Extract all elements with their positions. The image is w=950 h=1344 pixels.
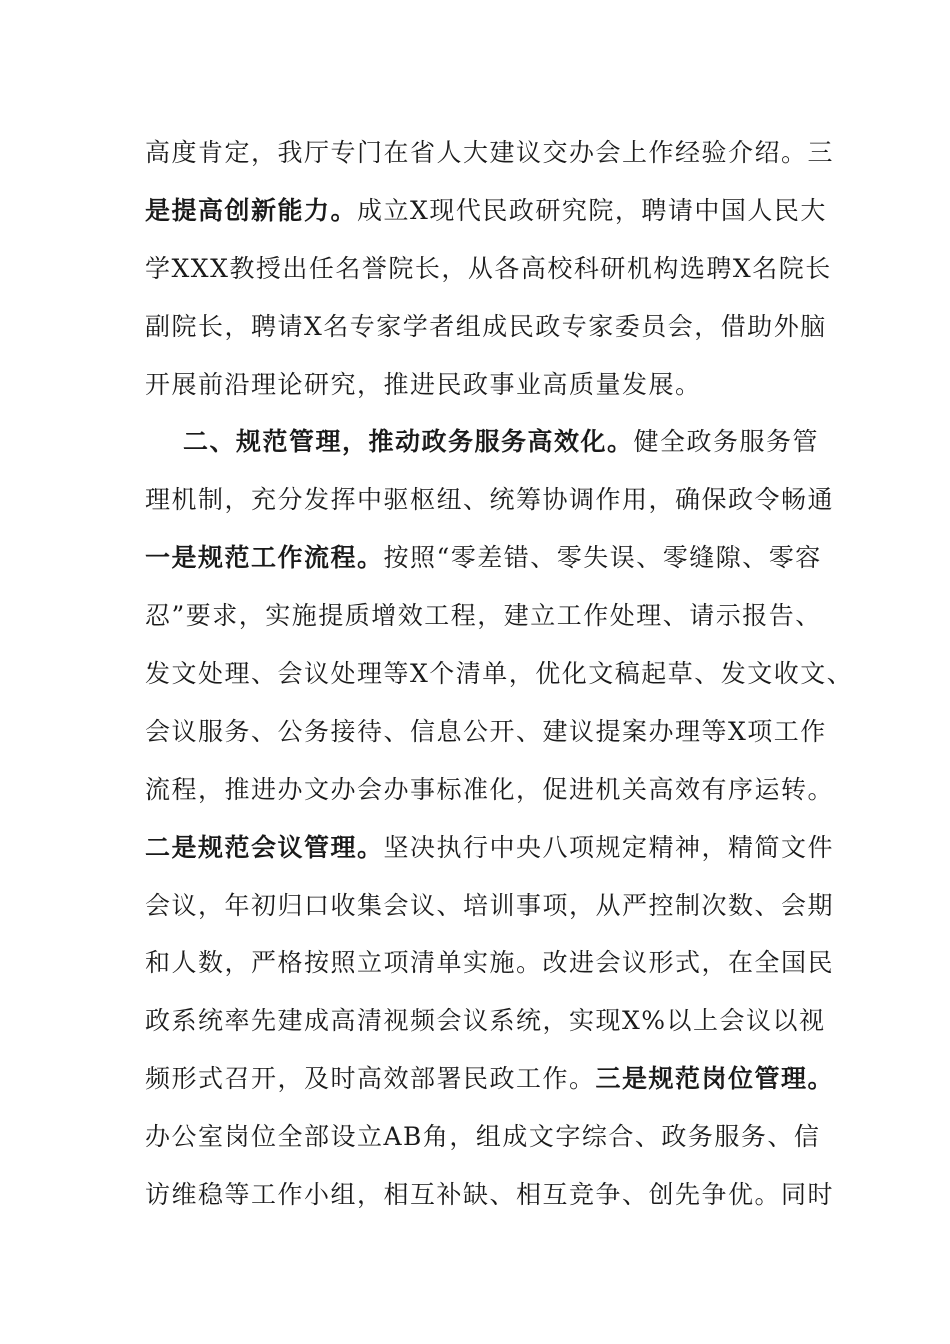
text-run: 开展前沿理论研究，推进民政事业高质量发展。 (145, 369, 702, 399)
text-run: 流程，推进办文办会办事标准化，促进机关高效有序运转。 (145, 774, 835, 804)
text-line (145, 761, 835, 819)
text-line (145, 529, 825, 587)
text-line (145, 992, 825, 1050)
text-run: 副院长，聘请X名专家学者组成民政专家委员会，借助外脑 (145, 311, 827, 341)
text-run: 理机制，充分发挥中驱枢纽、统筹协调作用，确保政令畅通 (145, 485, 835, 515)
text-line (145, 934, 835, 992)
text-run: 频形式召开，及时高效部署民政工作。 (145, 1064, 596, 1094)
text-line (145, 703, 825, 761)
section-heading: 二、规范管理，推动政务服务高效化。 (183, 427, 634, 457)
text-run: 按照“零差错、零失误、零缝隙、零容 (383, 543, 822, 573)
text-line (145, 240, 832, 298)
text-run: 健全政务服务管 (633, 427, 820, 457)
text-line (145, 1108, 825, 1166)
text-line (145, 471, 835, 529)
text-line (145, 587, 825, 645)
text-line (145, 1166, 835, 1224)
text-run: 会议服务、公务接待、信息公开、建议提案办理等X项工作 (145, 716, 827, 746)
text-run: 成立X现代民政研究院，聘请中国人民大 (357, 195, 827, 225)
text-line (145, 1050, 835, 1108)
text-line (145, 356, 825, 414)
section-heading-line (145, 413, 825, 471)
document-body (145, 124, 854, 1224)
text-line (145, 645, 854, 703)
text-line (145, 124, 835, 182)
text-run: 和人数，严格按照立项清单实施。改进会议形式，在全国民 (145, 948, 835, 978)
text-run: 发文处理、会议处理等X个清单，优化文稿起草、发文收文、 (145, 659, 854, 689)
bold-heading-run: 是提高创新能力。 (145, 195, 358, 225)
text-line (145, 819, 835, 877)
text-run: 办公室岗位全部设立AB角，组成文字综合、政务服务、信 (145, 1122, 821, 1152)
text-run: 政系统率先建成高清视频会议系统，实现X%以上会议以视 (145, 1006, 826, 1036)
bold-heading-run: 三是规范岗位管理。 (595, 1064, 835, 1094)
text-run: 忍”要求，实施提质增效工程，建立工作处理、请示报告、 (145, 601, 822, 631)
bold-heading-run: 一是规范工作流程。 (145, 543, 384, 573)
text-run: 学XXX教授出任名誉院长，从各高校科研机构选聘X名院长 (145, 253, 832, 283)
text-line (145, 182, 825, 240)
text-run: 会议，年初归口收集会议、培训事项，从严控制次数、会期 (145, 890, 835, 920)
text-run: 访维稳等工作小组，相互补缺、相互竞争、创先争优。同时 (145, 1180, 835, 1210)
bold-heading-run: 二是规范会议管理。 (145, 832, 384, 862)
text-run: 坚决执行中央八项规定精神，精简文件 (383, 832, 835, 862)
text-run: 高度肯定，我厅专门在省人大建议交办会上作经验介绍。三 (145, 138, 835, 167)
text-line (145, 877, 835, 935)
text-line (145, 298, 825, 356)
